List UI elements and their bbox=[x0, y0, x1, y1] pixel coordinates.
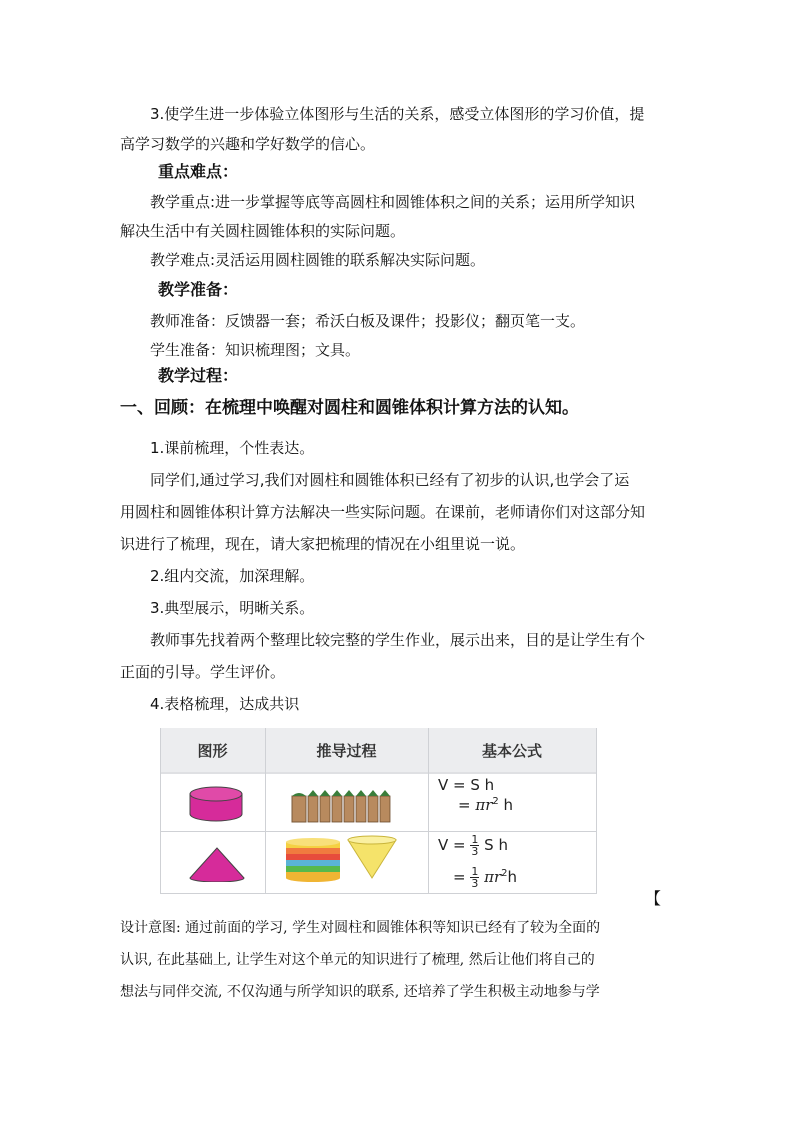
teaching-focus-line-1: 教学重点:进一步掌握等底等高圆柱和圆锥体积之间的关系；运用所学知识 bbox=[150, 193, 636, 211]
cylinder-icon bbox=[188, 786, 244, 822]
teacher-preparation: 教师准备：反馈器一套；希沃白板及课件；投影仪；翻页笔一支。 bbox=[150, 312, 586, 330]
cone-derivation-icon bbox=[284, 834, 400, 882]
teaching-focus-line-2: 解决生活中有关圆柱圆锥体积的实际问题。 bbox=[120, 222, 406, 240]
cylinder-formula-line-2: = $\pi r^2$ h bbox=[458, 796, 514, 814]
header-shape: 图形 bbox=[197, 742, 228, 760]
teaching-difficulty: 教学难点:灵活运用圆柱圆锥的联系解决实际问题。 bbox=[150, 251, 486, 269]
design-note-line-1: 设计意图: 通过前面的学习, 学生对圆柱和圆锥体积等知识已经有了较为全面的 bbox=[120, 920, 601, 936]
step-3-paragraph-line-1: 教师事先找着两个整理比较完整的学生作业，展示出来，目的是让学生有个 bbox=[150, 631, 646, 649]
header-formula: 基本公式 bbox=[481, 742, 542, 760]
section-1-title: 一、回顾：在梳理中唤醒对圆柱和圆锥体积计算方法的认知。 bbox=[120, 398, 579, 418]
goal-3-line-1: 3.使学生进一步体验立体图形与生活的关系，感受立体图形的学习价值，提 bbox=[150, 105, 645, 123]
open-bracket: 【 bbox=[645, 889, 662, 908]
cone-icon bbox=[188, 846, 246, 882]
step-4: 4.表格梳理，达成共识 bbox=[150, 695, 300, 713]
step-1: 1.课前梳理，个性表达。 bbox=[150, 439, 315, 457]
step-1-paragraph-line-2: 用圆柱和圆锥体积计算方法解决一些实际问题。在课前，老师请你们对这部分知 bbox=[120, 503, 646, 521]
design-note-line-3: 想法与同伴交流, 不仅沟通与所学知识的联系, 还培养了学生积极主动地参与学 bbox=[120, 984, 600, 1000]
step-3-paragraph-line-2: 正面的引导。学生评价。 bbox=[120, 663, 286, 681]
step-1-paragraph-line-1: 同学们,通过学习,我们对圆柱和圆锥体积已经有了初步的认识,也学会了运 bbox=[150, 471, 630, 489]
cylinder-formula-line-1: V = S h bbox=[438, 776, 495, 794]
step-2: 2.组内交流，加深理解。 bbox=[150, 567, 315, 585]
step-3: 3.典型展示，明晰关系。 bbox=[150, 599, 315, 617]
heading-preparation: 教学准备： bbox=[158, 280, 239, 299]
heading-key-points: 重点难点： bbox=[158, 162, 239, 181]
header-derivation: 推导过程 bbox=[316, 742, 377, 760]
cone-formula-line-1: V = $\frac{1}{3}$ S h bbox=[438, 833, 508, 858]
goal-3-line-2: 高学习数学的兴趣和学好数学的信心。 bbox=[120, 135, 376, 153]
step-1-paragraph-line-3: 识进行了梳理，现在，请大家把梳理的情况在小组里说一说。 bbox=[120, 535, 526, 553]
heading-process: 教学过程： bbox=[158, 366, 239, 385]
cone-formula-line-2: = $\frac{1}{3}$ $\pi r^2h$ bbox=[453, 865, 518, 890]
cylinder-derivation-icon bbox=[290, 788, 394, 824]
formula-table bbox=[160, 728, 597, 894]
student-preparation: 学生准备：知识梳理图；文具。 bbox=[150, 341, 361, 359]
design-note-line-2: 认识, 在此基础上, 让学生对这个单元的知识进行了梳理, 然后让他们将自己的 bbox=[120, 952, 595, 968]
